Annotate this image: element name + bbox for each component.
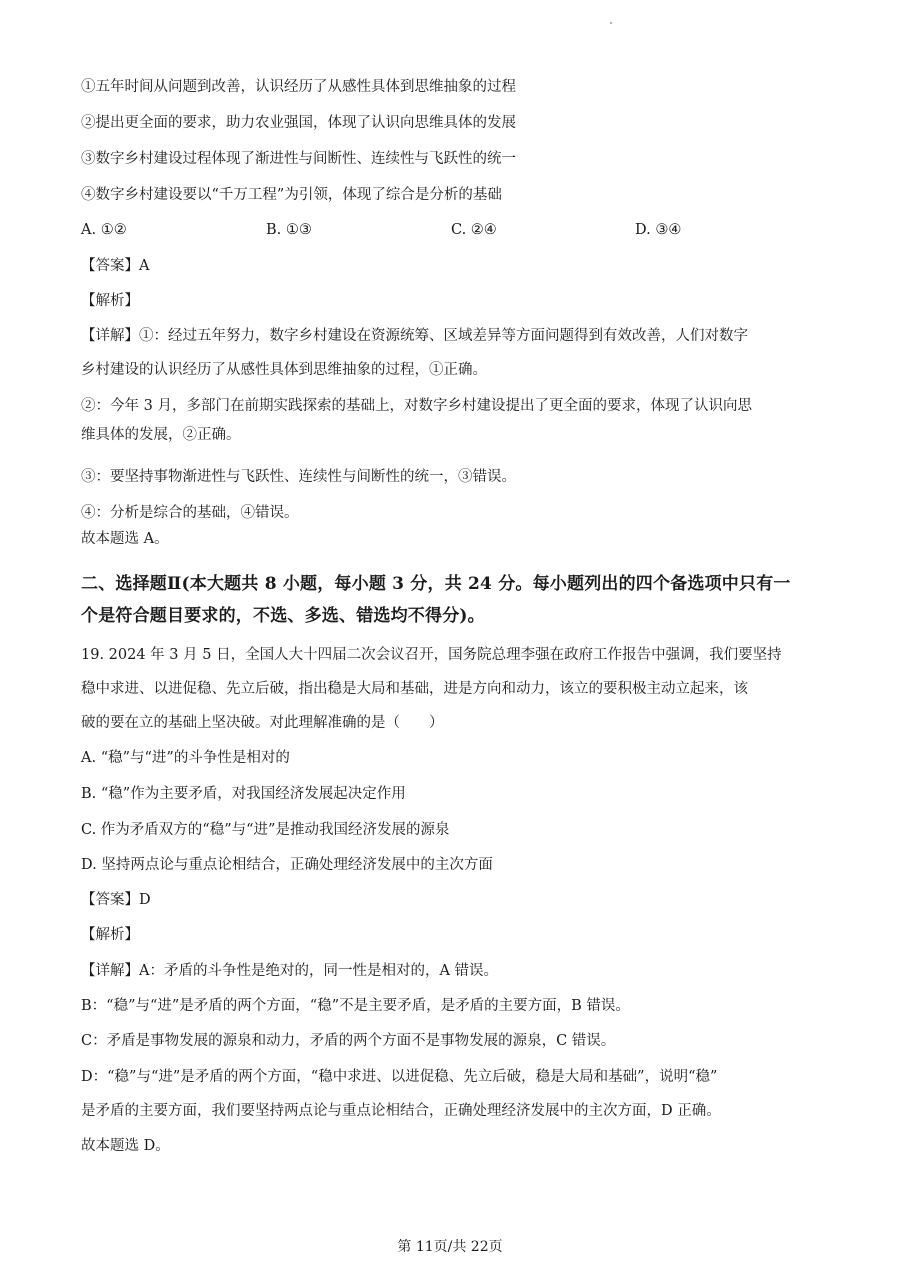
- q18-conclusion: 故本题选 A。: [81, 531, 169, 547]
- q18-detail-4: 维具体的发展，②正确。: [81, 427, 241, 443]
- section-heading-line-1: 二、选择题Ⅱ(本大题共 8 小题，每小题 3 分，共 24 分。每小题列出的四个备选项中只有一: [81, 574, 791, 594]
- q18-statement-3: ③数字乡村建设过程体现了渐进性与间断性、连续性与飞跃性的统一: [81, 151, 516, 167]
- q18-detail-3: ②：今年 3 月，多部门在前期实践探索的基础上，对数字乡村建设提出了更全面的要求，体现了认识向思: [81, 398, 752, 414]
- q19-option-b: B. “稳”作为主要矛盾，对我国经济发展起决定作用: [81, 786, 406, 802]
- q19-analysis-label: 【解析】: [81, 927, 139, 943]
- q19-option-d: D. 坚持两点论与重点论相结合，正确处理经济发展中的主次方面: [81, 857, 493, 873]
- q18-detail-6: ④：分析是综合的基础，④错误。: [81, 505, 299, 521]
- q18-detail-2: 乡村建设的认识经历了从感性具体到思维抽象的过程，①正确。: [81, 362, 487, 378]
- q18-option-a: A. ①②: [81, 222, 127, 238]
- q19-detail-2: B：“稳”与“进”是矛盾的两个方面，“稳”不是主要矛盾，是矛盾的主要方面，B 错误。: [81, 998, 630, 1014]
- scan-dot: [610, 22, 612, 24]
- q18-analysis-label: 【解析】: [81, 293, 139, 309]
- q19-detail-5: 是矛盾的主要方面，我们要坚持两点论与重点论相结合，正确处理经济发展中的主次方面，D 正确。: [81, 1103, 721, 1119]
- section-heading-line-2: 个是符合题目要求的，不选、多选、错选均不得分)。: [81, 606, 485, 626]
- page-number: 第 11页/共 22页: [397, 1239, 503, 1255]
- q18-detail-5: ③：要坚持事物渐进性与飞跃性、连续性与间断性的统一，③错误。: [81, 469, 516, 485]
- q18-detail-1: 【详解】①：经过五年努力，数字乡村建设在资源统筹、区域差异等方面问题得到有效改善，人们对数字: [81, 328, 748, 344]
- q18-statement-1: ①五年时间从问题到改善，认识经历了从感性具体到思维抽象的过程: [81, 79, 516, 95]
- q18-option-d: D. ③④: [635, 222, 682, 238]
- q18-option-b: B. ①③: [266, 222, 312, 238]
- q18-answer: 【答案】A: [81, 258, 150, 274]
- q19-detail-3: C：矛盾是事物发展的源泉和动力，矛盾的两个方面不是事物发展的源泉，C 错误。: [81, 1033, 616, 1049]
- q18-option-c: C. ②④: [451, 222, 497, 238]
- q18-statement-4: ④数字乡村建设要以“千万工程”为引领，体现了综合是分析的基础: [81, 187, 502, 203]
- q19-stem-2: 稳中求进、以进促稳、先立后破，指出稳是大局和基础，进是方向和动力，该立的要积极主动立起来，该: [81, 681, 748, 697]
- q19-answer: 【答案】D: [81, 892, 151, 908]
- q19-stem-3: 破的要在立的基础上坚决破。对此理解准确的是（ ）: [81, 715, 444, 731]
- q19-detail-4: D：“稳”与“进”是矛盾的两个方面，“稳中求进、以进促稳、先立后破，稳是大局和基础”，说明“稳”: [81, 1069, 718, 1085]
- q18-statement-2: ②提出更全面的要求，助力农业强国，体现了认识向思维具体的发展: [81, 115, 516, 131]
- q19-detail-1: 【详解】A：矛盾的斗争性是绝对的，同一性是相对的，A 错误。: [81, 963, 499, 979]
- q19-option-c: C. 作为矛盾双方的“稳”与“进”是推动我国经济发展的源泉: [81, 822, 450, 838]
- q19-option-a: A. “稳”与“进”的斗争性是相对的: [81, 750, 290, 766]
- q19-conclusion: 故本题选 D。: [81, 1138, 170, 1154]
- q19-stem-1: 19. 2024 年 3 月 5 日，全国人大十四届二次会议召开，国务院总理李强在政府工作报告中强调，我们要坚持: [81, 647, 782, 663]
